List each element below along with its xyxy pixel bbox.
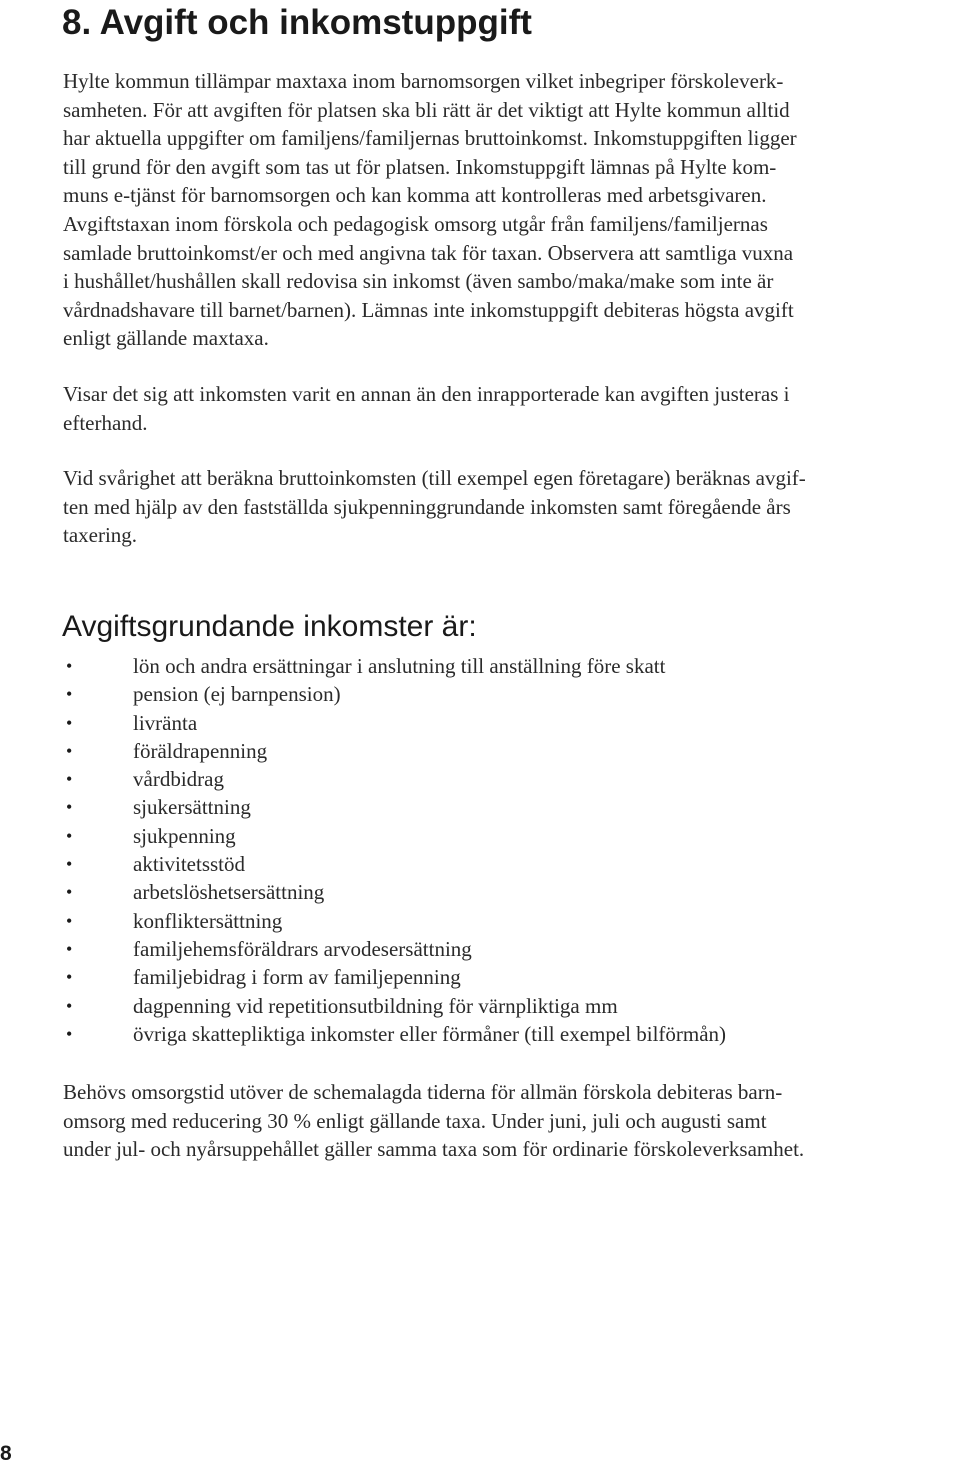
text-line: ten med hjälp av den fastställda sjukpenninggrundande inkomsten samt föregående års [63,494,791,519]
income-list [63,652,726,1048]
text-line: taxering. [63,523,138,548]
text-line: till grund för den avgift som tas ut för platsen. Inkomstuppgift lämnas på Hylte kom- [63,154,777,179]
paragraph-adjustment [63,380,790,437]
list-item-text: dagpenning vid repetitionsutbildning för värnpliktiga mm [133,993,618,1018]
text-line: Avgiftstaxan inom förskola och pedagogisk omsorg utgår från familjens/familjernas [63,211,768,236]
list-item [63,709,726,737]
text-line: Behövs omsorgstid utöver de schemalagda tiderna för allmän förskola debiteras barn- [63,1080,783,1104]
list-item [63,737,726,765]
list-item-text: pension (ej barnpension) [133,682,341,707]
text-line: Hylte kommun tillämpar maxtaxa inom barnomsorgen vilket inbegriper förskoleverk- [63,69,784,93]
text-line: samheten. För att avgiften för platsen ska bli rätt är det viktigt att Hylte kommun alltid [63,97,790,122]
text-line: Vid svårighet att beräkna bruttoinkomsten (till exempel egen företagare) beräknas avgif- [63,466,806,490]
list-item [63,652,726,680]
list-item-text: livränta [133,710,198,735]
bullet-icon: • [66,910,73,931]
text-line: under jul- och nyårsuppehållet gäller samma taxa som för ordinarie förskoleverksamhet. [63,1137,805,1162]
list-item [63,878,726,906]
text-line: omsorg med reducering 30 % enligt gällande taxa. Under juni, juli och augusti samt [63,1108,767,1133]
bullet-icon: • [66,769,73,790]
list-item [63,907,726,935]
list-item-text: sjukersättning [133,795,251,820]
list-item [63,850,726,878]
text-line: enligt gällande maxtaxa. [63,326,269,351]
list-item-text: familjehemsföräldrars arvodesersättning [133,936,472,961]
text-line: efterhand. [63,410,148,435]
list-item-text: vårdbidrag [133,767,224,792]
list-item-text: familjebidrag i form av familjepenning [133,965,461,990]
text-line: vårdnadshavare till barnet/barnen). Lämnas inte inkomstuppgift debiteras högsta avgift [63,297,794,322]
list-item-text: konfliktersättning [133,908,283,933]
list-item [63,680,726,708]
list-item-text: arbetslöshetsersättning [133,880,325,905]
bullet-icon: • [66,684,73,705]
bullet-icon: • [66,712,73,733]
page-number: 8 [0,1442,12,1465]
page-title: 8. Avgift och inkomstuppgift [62,3,532,42]
list-item [63,1020,726,1048]
text-line: Visar det sig att inkomsten varit en annan än den inrapporterade kan avgiften justeras i [63,382,790,406]
bullet-icon: • [66,995,73,1016]
list-item [63,793,726,821]
list-item-text: övriga skattepliktiga inkomster eller förmåner (till exempel bilförmån) [133,1021,727,1046]
list-item-text: sjukpenning [133,823,236,848]
bullet-icon: • [66,1023,73,1044]
list-item [63,822,726,850]
bullet-icon: • [66,938,73,959]
list-item-text: lön och andra ersättningar i anslutning till anställning före skatt [133,654,666,678]
text-line: har aktuella uppgifter om familjens/familjernas bruttoinkomst. Inkomstuppgiften ligger [63,126,797,151]
list-item [63,963,726,991]
bullet-icon: • [66,854,73,875]
text-line: samlade bruttoinkomst/er och med angivna tak för taxan. Observera att samtliga vuxna [63,240,794,265]
bullet-icon: • [66,825,73,846]
list-item [63,935,726,963]
paragraph-calculation-difficulty [63,464,806,550]
list-item [63,765,726,793]
list-item [63,992,726,1020]
list-item-text: föräldrapenning [133,738,268,763]
text-line: i hushållet/hushållen skall redovisa sin inkomst (även sambo/maka/make som inte är [63,269,774,294]
bullet-icon: • [66,656,73,676]
list-item-text: aktivitetsstöd [133,852,245,877]
bullet-icon: • [66,967,73,988]
section-heading-income: Avgiftsgrundande inkomster är: [62,610,477,643]
bullet-icon: • [66,797,73,818]
bullet-icon: • [66,740,73,761]
bullet-icon: • [66,882,73,903]
text-line: muns e-tjänst för barnomsorgen och kan komma att kontrolleras med arbetsgivaren. [63,183,767,208]
paragraph-fee-intro [63,67,797,353]
paragraph-extra-care [63,1078,804,1164]
